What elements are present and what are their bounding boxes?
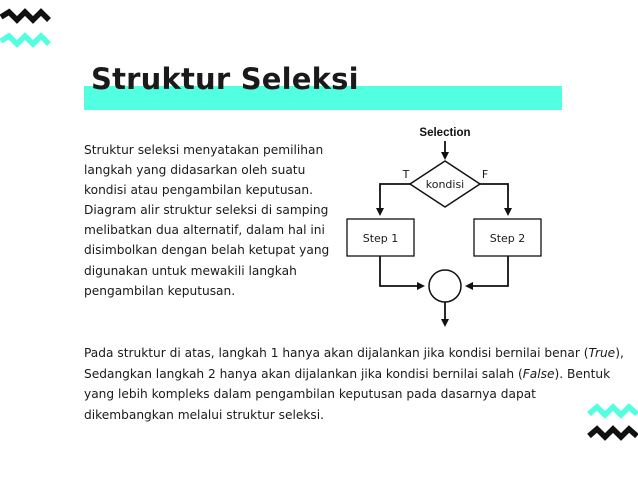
step-1-label: Step 1 [362, 232, 399, 245]
intro-line: pengambilan keputusan. [84, 283, 236, 298]
text-run: ), [615, 346, 624, 360]
explanation-line: dikembangkan melalui struktur seleksi. [84, 407, 324, 422]
step-2-merge-connector [467, 256, 508, 286]
merge-node [429, 270, 461, 302]
intro-line: melibatkan dua alternatif, dalam hal ini [84, 223, 325, 238]
page-title: Struktur Seleksi [91, 62, 359, 96]
explanation-line [84, 343, 624, 364]
decision-label: kondisi [425, 178, 465, 191]
text-run: Pada struktur di atas, langkah 1 hanya akan dijalankan jika kondisi bernilai benar ( [84, 346, 589, 360]
emphasis-true: True [588, 346, 616, 360]
intro-line: Struktur seleksi menyatakan pemilihan [84, 143, 324, 157]
intro-line: langkah yang didasarkan oleh suatu [84, 163, 306, 178]
true-branch-connector [380, 184, 410, 214]
step-2-label: Step 2 [489, 232, 526, 245]
intro-line: Diagram alir struktur seleksi di samping [84, 203, 329, 218]
intro-line: kondisi atau pengambilan keputusan. [84, 183, 313, 198]
intro-line: digunakan untuk mewakili langkah [84, 263, 297, 278]
false-branch-connector [480, 184, 508, 214]
explanation-line [84, 364, 611, 385]
false-branch-label: F [481, 168, 489, 181]
emphasis-false: False [522, 366, 555, 381]
flowchart-title: Selection [419, 127, 471, 139]
text-run: Sedangkan langkah 2 hanya akan dijalankan jika kondisi bernilai salah ( [84, 366, 523, 381]
true-branch-label: T [402, 168, 410, 181]
text-run: ). Bentuk [554, 366, 611, 381]
intro-line: disimbolkan dengan belah ketupat yang [84, 243, 330, 258]
explanation-line: yang lebih kompleks dalam pengambilan keputusan pada dasarnya dapat [84, 387, 536, 401]
step-1-merge-connector [380, 256, 423, 286]
explanation-paragraph [84, 343, 624, 425]
